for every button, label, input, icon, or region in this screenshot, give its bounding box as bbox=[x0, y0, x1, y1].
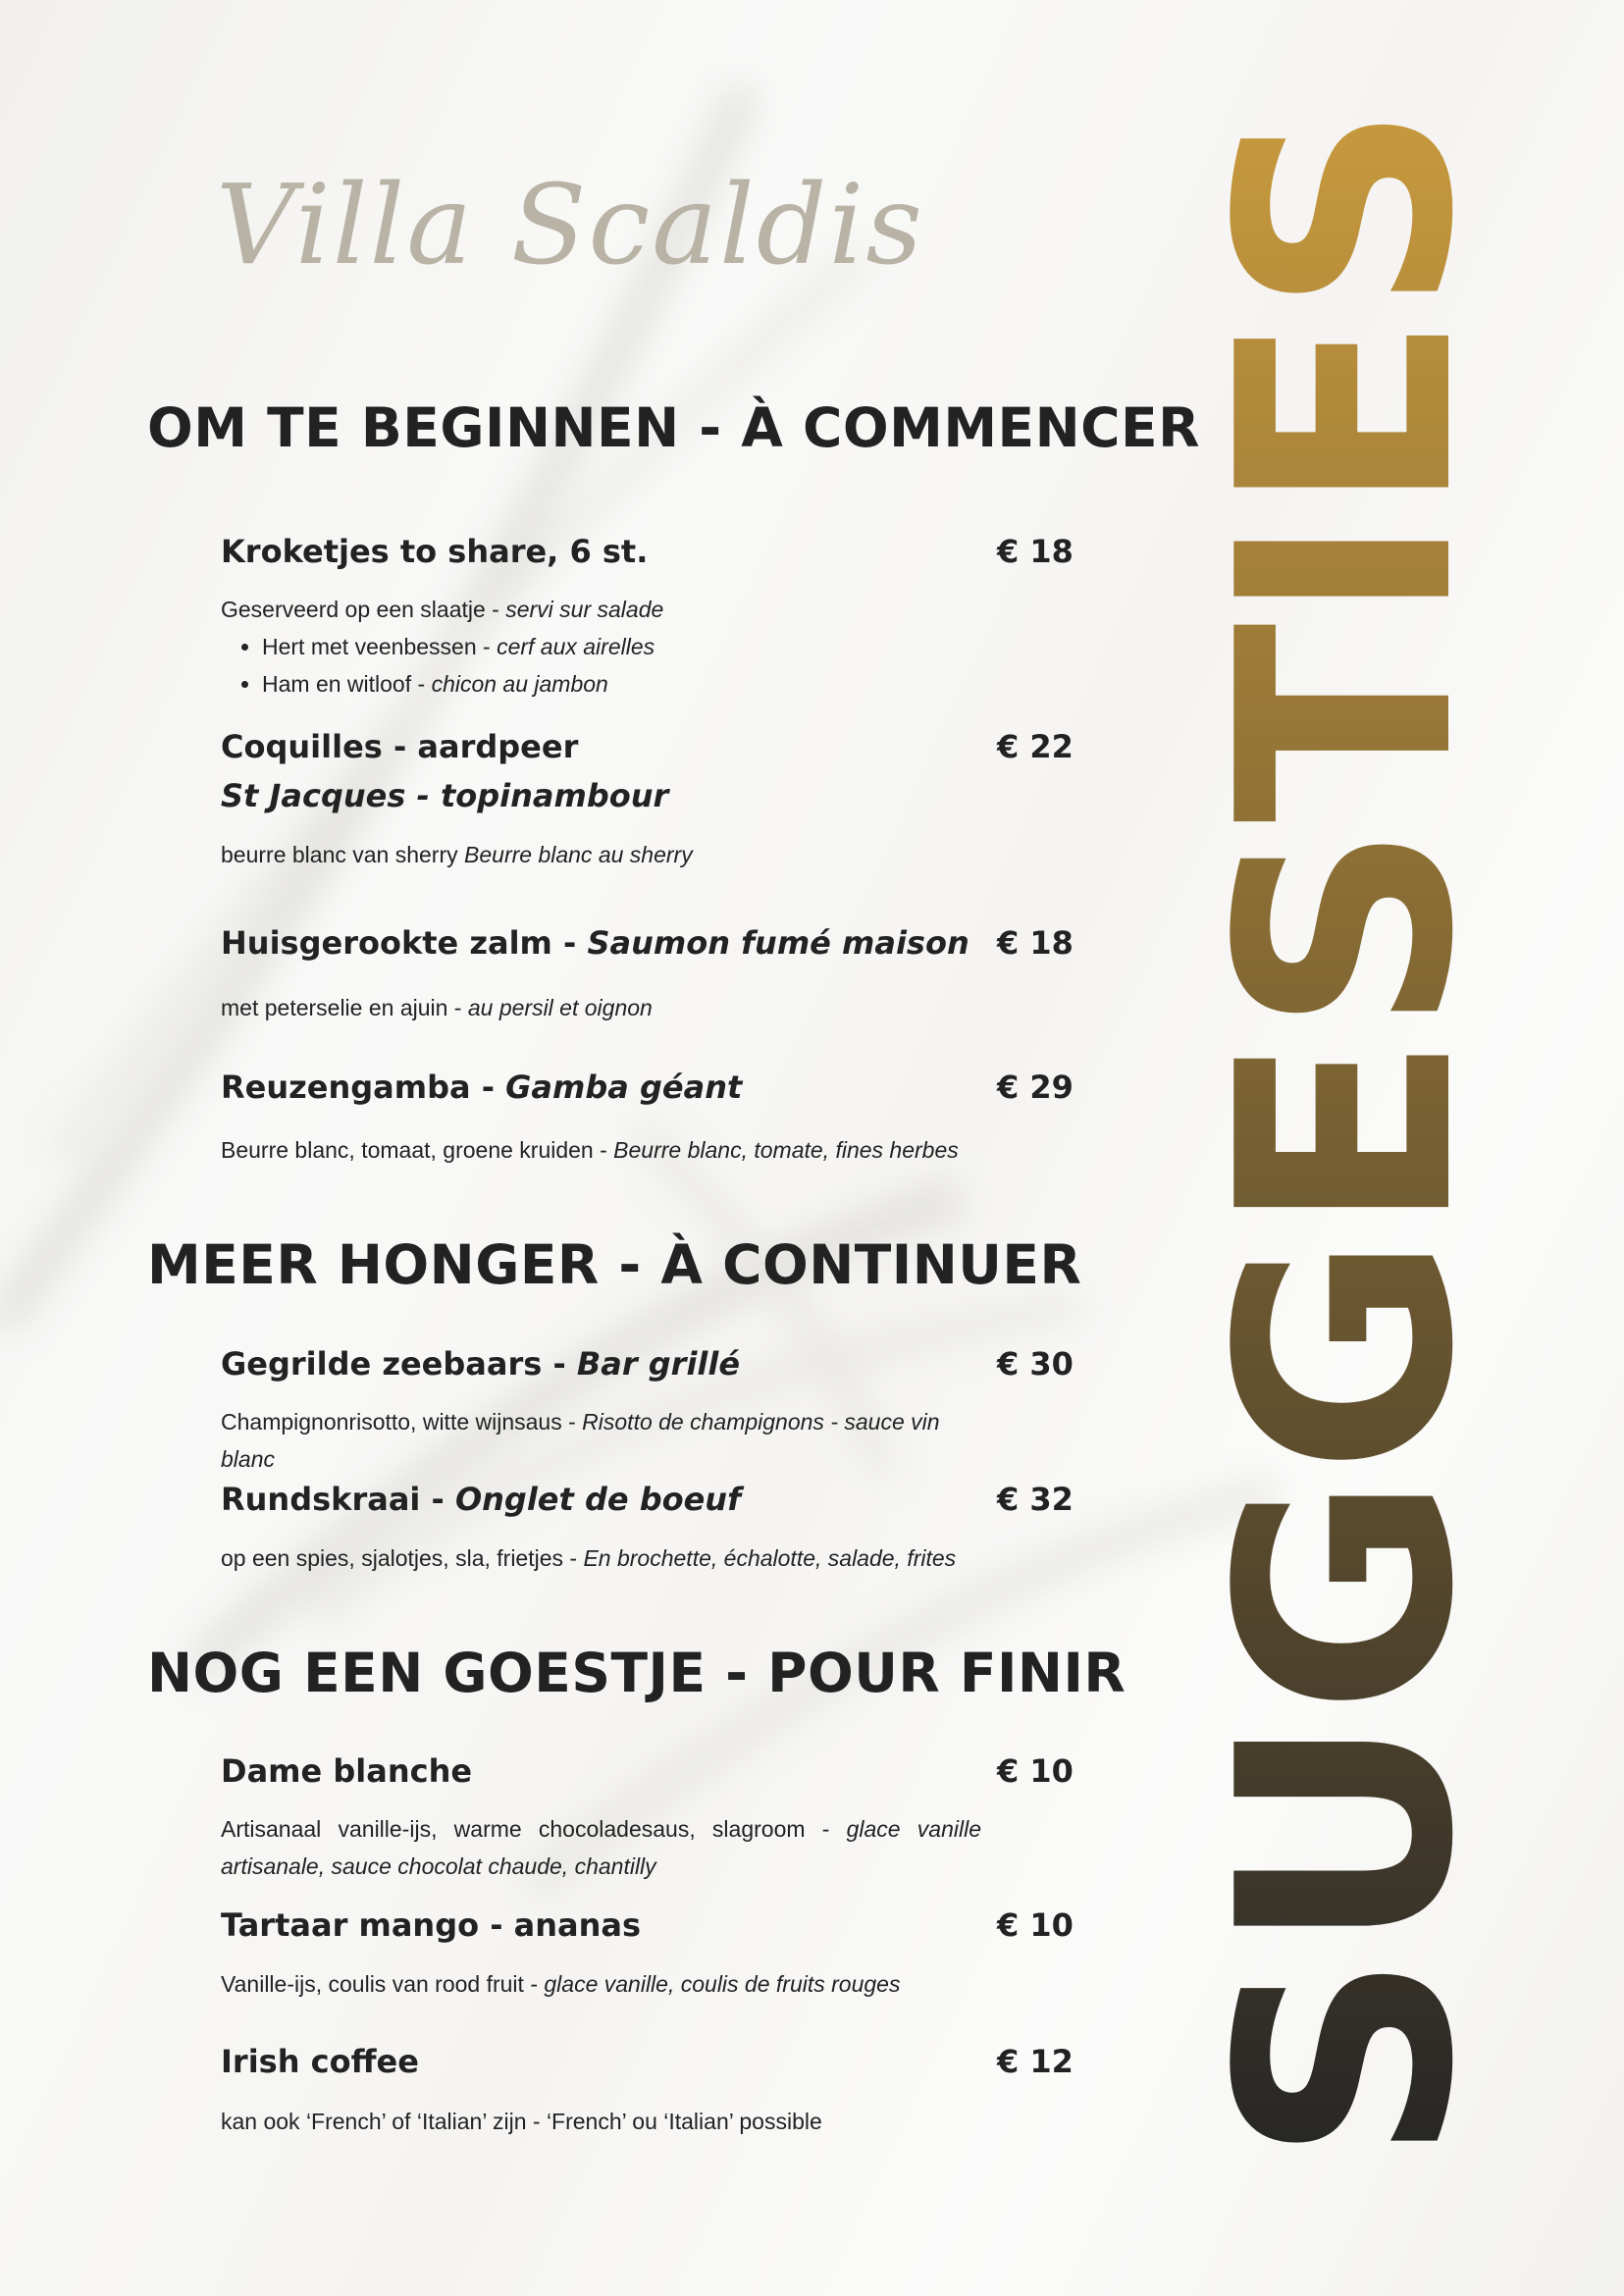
name-fr: Gamba géant bbox=[505, 1069, 743, 1106]
desc-fr: glace vanille artisanale, sauce chocolat chaude, chantilly bbox=[221, 1816, 981, 1879]
logo: Villa Scaldis bbox=[216, 162, 924, 289]
desc-nl: beurre blanc van sherry bbox=[221, 842, 465, 867]
desc-nl: met peterselie en ajuin - bbox=[221, 995, 468, 1020]
desc-fr: Risotto de champignons - sauce vin blanc bbox=[221, 1409, 940, 1472]
list-item bbox=[262, 628, 986, 665]
section-title-mains: MEER HONGER - À CONTINUER bbox=[147, 1233, 1082, 1296]
item-name bbox=[221, 1069, 742, 1106]
name-nl: Rundskraai - bbox=[221, 1481, 455, 1518]
desc-nl: Vanille-ijs, coulis van rood fruit - bbox=[221, 1971, 545, 1997]
desc-fr: glace vanille, coulis de fruits rouges bbox=[544, 1971, 901, 1997]
item-price: € 32 bbox=[997, 1481, 1074, 1518]
name-nl: Gegrilde zeebaars - bbox=[221, 1345, 577, 1383]
bullet-list bbox=[221, 628, 986, 703]
item-description bbox=[221, 836, 986, 873]
item-name: Dame blanche bbox=[221, 1752, 473, 1790]
item-price: € 12 bbox=[997, 2043, 1074, 2080]
desc-nl: op een spies, sjalotjes, sla, frietjes - bbox=[221, 1545, 584, 1571]
desc-fr: Beurre blanc au sherry bbox=[464, 842, 693, 867]
desc-fr: servi sur salade bbox=[505, 597, 664, 622]
section-title-starters: OM TE BEGINNEN - À COMMENCER bbox=[147, 396, 1200, 459]
desc-nl: kan ook ‘French’ of ‘Italian’ zijn - ‘French’ ou ‘Italian’ possible bbox=[221, 2109, 822, 2134]
bullet-nl: Ham en witloof - bbox=[262, 671, 432, 697]
side-title-text: SUGGESTIES bbox=[1176, 92, 1518, 2164]
item-name bbox=[221, 1345, 740, 1383]
item-name-fr bbox=[221, 777, 668, 814]
item-name: Tartaar mango - ananas bbox=[221, 1906, 642, 1944]
item-description bbox=[221, 1810, 981, 1885]
item-price: € 29 bbox=[997, 1069, 1074, 1106]
desc-fr: En brochette, échalotte, salade, frites bbox=[583, 1545, 957, 1571]
name-fr: St Jacques - topinambour bbox=[221, 777, 669, 814]
desc-nl: Beurre blanc, tomaat, groene kruiden - bbox=[221, 1137, 614, 1163]
item-description bbox=[221, 591, 986, 703]
item-price: € 30 bbox=[997, 1345, 1074, 1383]
item-name: Irish coffee bbox=[221, 2043, 419, 2080]
item-price: € 10 bbox=[997, 1906, 1074, 1944]
desc-nl: Artisanaal vanille-ijs, warme chocoladesaus, slagroom - bbox=[221, 1816, 847, 1842]
bullet-fr: cerf aux airelles bbox=[497, 634, 655, 659]
item-name: Kroketjes to share, 6 st. bbox=[221, 533, 649, 570]
desc-nl: Geserveerd op een slaatje - bbox=[221, 597, 506, 622]
item-price: € 18 bbox=[997, 533, 1074, 570]
name-fr: Onglet de boeuf bbox=[454, 1481, 741, 1518]
name-fr: Saumon fumé maison bbox=[587, 924, 969, 962]
bullet-fr: chicon au jambon bbox=[431, 671, 608, 697]
item-name: Coquilles - aardpeer bbox=[221, 728, 579, 765]
side-title bbox=[1176, 92, 1518, 2168]
item-description bbox=[221, 2103, 986, 2140]
item-price: € 10 bbox=[997, 1752, 1074, 1790]
desc-nl: Champignonrisotto, witte wijnsaus - bbox=[221, 1409, 583, 1435]
item-description bbox=[221, 989, 986, 1026]
name-nl: Huisgerookte zalm - bbox=[221, 924, 588, 962]
section-title-desserts: NOG EEN GOESTJE - POUR FINIR bbox=[147, 1642, 1126, 1704]
item-price: € 22 bbox=[997, 728, 1074, 765]
bullet-nl: Hert met veenbessen - bbox=[262, 634, 498, 659]
item-price: € 18 bbox=[997, 924, 1074, 962]
name-nl: Reuzengamba - bbox=[221, 1069, 506, 1106]
side-title-graphic bbox=[1176, 92, 1518, 2168]
item-name bbox=[221, 924, 969, 962]
name-fr: Bar grillé bbox=[576, 1345, 741, 1383]
desc-fr: au persil et oignon bbox=[467, 995, 653, 1020]
item-description bbox=[221, 1539, 986, 1577]
item-description bbox=[221, 1965, 986, 2003]
desc-fr: Beurre blanc, tomate, fines herbes bbox=[613, 1137, 959, 1163]
item-name bbox=[221, 1481, 741, 1518]
item-description bbox=[221, 1131, 986, 1169]
item-description bbox=[221, 1403, 986, 1478]
list-item bbox=[262, 665, 986, 703]
